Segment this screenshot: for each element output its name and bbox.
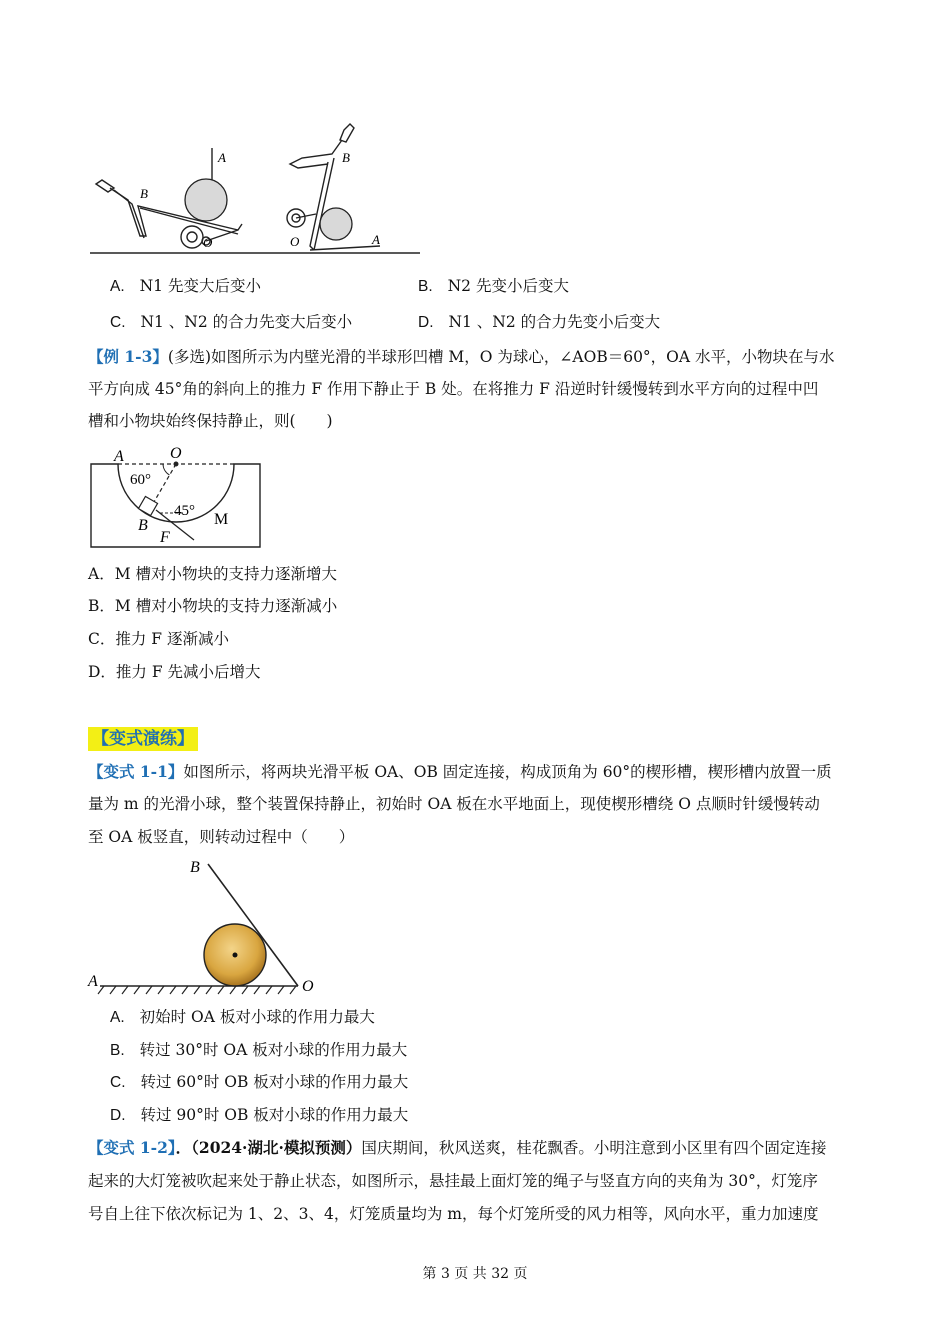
fig1-right-label-B: B xyxy=(342,150,350,165)
variant-1-1-option-b-letter: B. xyxy=(110,1042,125,1059)
groove-figure xyxy=(88,442,268,552)
variant-1-1-text-1: 如图所示，将两块光滑平板 OA、OB 固定连接，构成顶角为 60°的楔形槽，楔形槽内放置一质 xyxy=(183,763,832,781)
variant-1-2-line-1 xyxy=(88,1137,826,1159)
q1-option-b-letter: B. xyxy=(418,278,433,295)
q1-option-b-text: N2 先变小后变大 xyxy=(447,277,569,295)
fig2-label-60: 60° xyxy=(130,472,151,488)
fig1-right-label-O: O xyxy=(290,234,300,249)
fig1-label-B: B xyxy=(140,186,148,201)
q1-option-a-letter: A. xyxy=(110,278,125,295)
variant-1-2-tag: 【变式 1-2】 xyxy=(88,1138,176,1157)
example-1-3-tag: 【例 1-3】 xyxy=(88,347,168,366)
fig2-label-F: F xyxy=(160,529,170,546)
variant-1-2-line-2: 起来的大灯笼被吹起来处于静止状态，如图所示，悬挂最上面灯笼的绳子与竖直方向的夹角为 30°，灯笼序 xyxy=(88,1172,818,1190)
variant-1-1-option-d-text: 转过 90°时 OB 板对小球的作用力最大 xyxy=(140,1106,409,1124)
variant-1-2-source: ．（2024·湖北·模拟预测） xyxy=(175,1138,362,1157)
example-1-3-text-1: (多选)如图所示为内壁光滑的半球形凹槽 M，O 为球心，∠AOB＝60°，OA 水平，小物块在与水 xyxy=(167,348,835,366)
variant-1-1-option-b-text: 转过 30°时 OA 板对小球的作用力最大 xyxy=(139,1041,408,1059)
example-1-3-option-c[interactable]: C．推力 F 逐渐减小 xyxy=(88,630,229,648)
variant-1-1-option-a-text: 初始时 OA 板对小球的作用力最大 xyxy=(139,1008,375,1026)
fig1-label-A: A xyxy=(218,150,226,165)
fig3-label-A: A xyxy=(88,973,98,990)
q1-option-c-letter: C. xyxy=(110,314,126,331)
example-1-3-option-b[interactable]: B．M 槽对小物块的支持力逐渐减小 xyxy=(88,597,338,615)
q1-option-d-letter: D. xyxy=(418,314,434,331)
fig2-label-M: M xyxy=(214,511,229,528)
fig2-label-45: 45° xyxy=(174,503,195,519)
variant-1-1-line-3: 至 OA 板竖直，则转动过程中（ ） xyxy=(88,828,355,846)
variant-1-2-text-1: 国庆期间，秋风送爽，桂花飘香。小明注意到小区里有四个固定连接 xyxy=(361,1139,827,1157)
cart-figure xyxy=(88,118,428,258)
q1-option-d[interactable] xyxy=(418,311,660,334)
variant-1-1-option-a[interactable] xyxy=(110,1006,375,1029)
q1-option-b[interactable] xyxy=(418,275,569,298)
variant-1-1-option-d[interactable] xyxy=(110,1104,408,1127)
fig3-label-O: O xyxy=(302,978,314,995)
variant-1-1-option-c[interactable] xyxy=(110,1071,408,1094)
q1-option-d-text: N1 、N2 的合力先变小后变大 xyxy=(448,313,661,331)
variant-1-1-option-d-letter: D. xyxy=(110,1107,126,1124)
example-1-3-line-3: 槽和小物块始终保持静止，则( ) xyxy=(88,412,333,430)
fig2-label-O: O xyxy=(170,445,182,462)
fig1-label-O: O xyxy=(203,235,213,250)
example-1-3-option-a[interactable]: A．M 槽对小物块的支持力逐渐增大 xyxy=(88,565,337,583)
fig2-label-A: A xyxy=(114,448,124,465)
q1-option-c[interactable] xyxy=(110,311,352,334)
fig3-label-B: B xyxy=(190,859,200,876)
example-1-3-line-1 xyxy=(88,346,835,368)
variant-1-1-tag: 【变式 1-1】 xyxy=(88,762,184,781)
variant-1-1-option-c-text: 转过 60°时 OB 板对小球的作用力最大 xyxy=(140,1073,409,1091)
variant-1-1-line-1 xyxy=(88,761,832,783)
q1-option-a[interactable] xyxy=(110,275,261,298)
example-1-3-line-2: 平方向成 45°角的斜向上的推力 F 作用下静止于 B 处。在将推力 F 沿逆时针缓慢转到水平方向的过程中凹 xyxy=(88,380,819,398)
variant-1-1-option-a-letter: A. xyxy=(110,1009,125,1026)
section-title-text: 【变式演练】 xyxy=(88,727,198,751)
variant-1-1-option-c-letter: C. xyxy=(110,1074,126,1091)
q1-option-c-text: N1 、N2 的合力先变大后变小 xyxy=(140,313,353,331)
variant-1-2-line-3: 号自上往下依次标记为 1、2、3、4，灯笼质量均为 m，每个灯笼所受的风力相等，风向水平，重力加速度 xyxy=(88,1205,819,1223)
variant-1-1-option-b[interactable] xyxy=(110,1039,407,1062)
q1-option-a-text: N1 先变大后变小 xyxy=(139,277,261,295)
fig1-right-label-A: A xyxy=(372,232,380,247)
variant-1-1-line-2: 量为 m 的光滑小球，整个装置保持静止，初始时 OA 板在水平地面上，现使楔形槽绕 O 点顺时针缓慢转动 xyxy=(88,795,820,813)
page-footer: 第 3 页 共 32 页 xyxy=(422,1266,528,1282)
example-1-3-option-d[interactable]: D．推力 F 先减小后增大 xyxy=(88,663,261,681)
fig2-label-B: B xyxy=(138,517,148,534)
section-title xyxy=(88,724,198,749)
wedge-figure xyxy=(86,852,326,1002)
